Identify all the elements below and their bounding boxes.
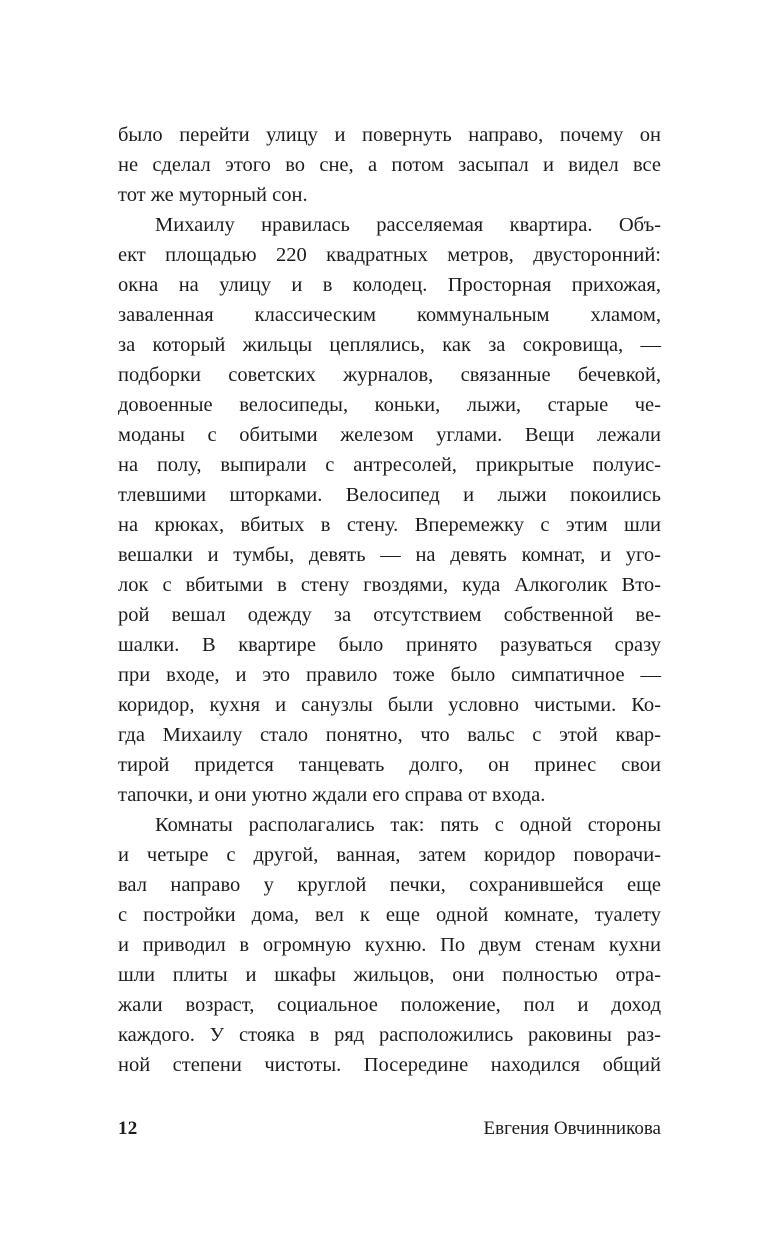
text-line: лок с вбитыми в стену гвоздями, куда Алкоголик Вто-: [118, 574, 661, 596]
text-line: и приводил в огромную кухню. По двум стенам кухни: [118, 934, 661, 956]
text-line: тлевшими шторками. Велосипед и лыжи покоились: [118, 484, 661, 506]
text-line: и четыре с другой, ванная, затем коридор поворачи-: [118, 844, 661, 866]
text-line: моданы с обитыми железом углами. Вещи лежали: [118, 424, 661, 446]
text-line: заваленная классическим коммунальным хламом,: [118, 304, 661, 326]
text-line: не сделал этого во сне, а потом засыпал и видел все: [118, 154, 661, 176]
text-line: Михаилу нравилась расселяемая квартира. Объ-: [155, 214, 661, 236]
text-line: на крюках, вбитых в стену. Вперемежку с этим шли: [118, 514, 661, 536]
text-line: при входе, и это правило тоже было симпатичное —: [118, 664, 661, 686]
text-line: гда Михаилу стало понятно, что вальс с этой квар-: [118, 724, 661, 746]
text-line: каждого. У стояка в ряд расположились раковины раз-: [118, 1024, 661, 1046]
text-line: рой вешал одежду за отсутствием собственной ве-: [118, 604, 661, 626]
running-footer-author: Евгения Овчинникова: [483, 1118, 661, 1139]
text-line: коридор, кухня и санузлы были условно чистыми. Ко-: [118, 694, 661, 716]
text-line: жали возраст, социальное положение, пол и доход: [118, 994, 661, 1016]
text-line: окна на улицу и в колодец. Просторная прихожая,: [118, 274, 661, 296]
page-number: 12: [118, 1118, 138, 1139]
text-line: вешалки и тумбы, девять — на девять комнат, и уго-: [118, 544, 661, 566]
text-line: тапочки, и они уютно ждали его справа от входа.: [118, 784, 546, 806]
text-line: довоенные велосипеды, коньки, лыжи, старые че-: [118, 394, 661, 416]
text-line: вал направо у круглой печки, сохранившейся еще: [118, 874, 661, 896]
text-line: тирой придется танцевать долго, он принес свои: [118, 754, 661, 776]
text-line: Комнаты располагались так: пять с одной стороны: [155, 814, 661, 836]
body-text: [118, 120, 661, 1080]
text-line: шли плиты и шкафы жильцов, они полностью отра-: [118, 964, 661, 986]
text-line: ект площадью 220 квадратных метров, двусторонний:: [118, 244, 661, 266]
text-line: ной степени чистоты. Посередине находился общий: [118, 1054, 661, 1076]
text-line: за который жильцы цеплялись, как за сокровища, —: [118, 334, 661, 356]
text-line: на полу, выпирали с антресолей, прикрытые полуис-: [118, 454, 661, 476]
text-line: шалки. В квартире было принято разуваться сразу: [118, 634, 661, 656]
text-line: было перейти улицу и повернуть направо, почему он: [118, 124, 661, 146]
text-line: тот же муторный сон.: [118, 184, 308, 206]
text-line: подборки советских журналов, связанные бечевкой,: [118, 364, 661, 386]
running-footer: [118, 1118, 661, 1140]
text-line: с постройки дома, вел к еще одной комнате, туалету: [118, 904, 661, 926]
